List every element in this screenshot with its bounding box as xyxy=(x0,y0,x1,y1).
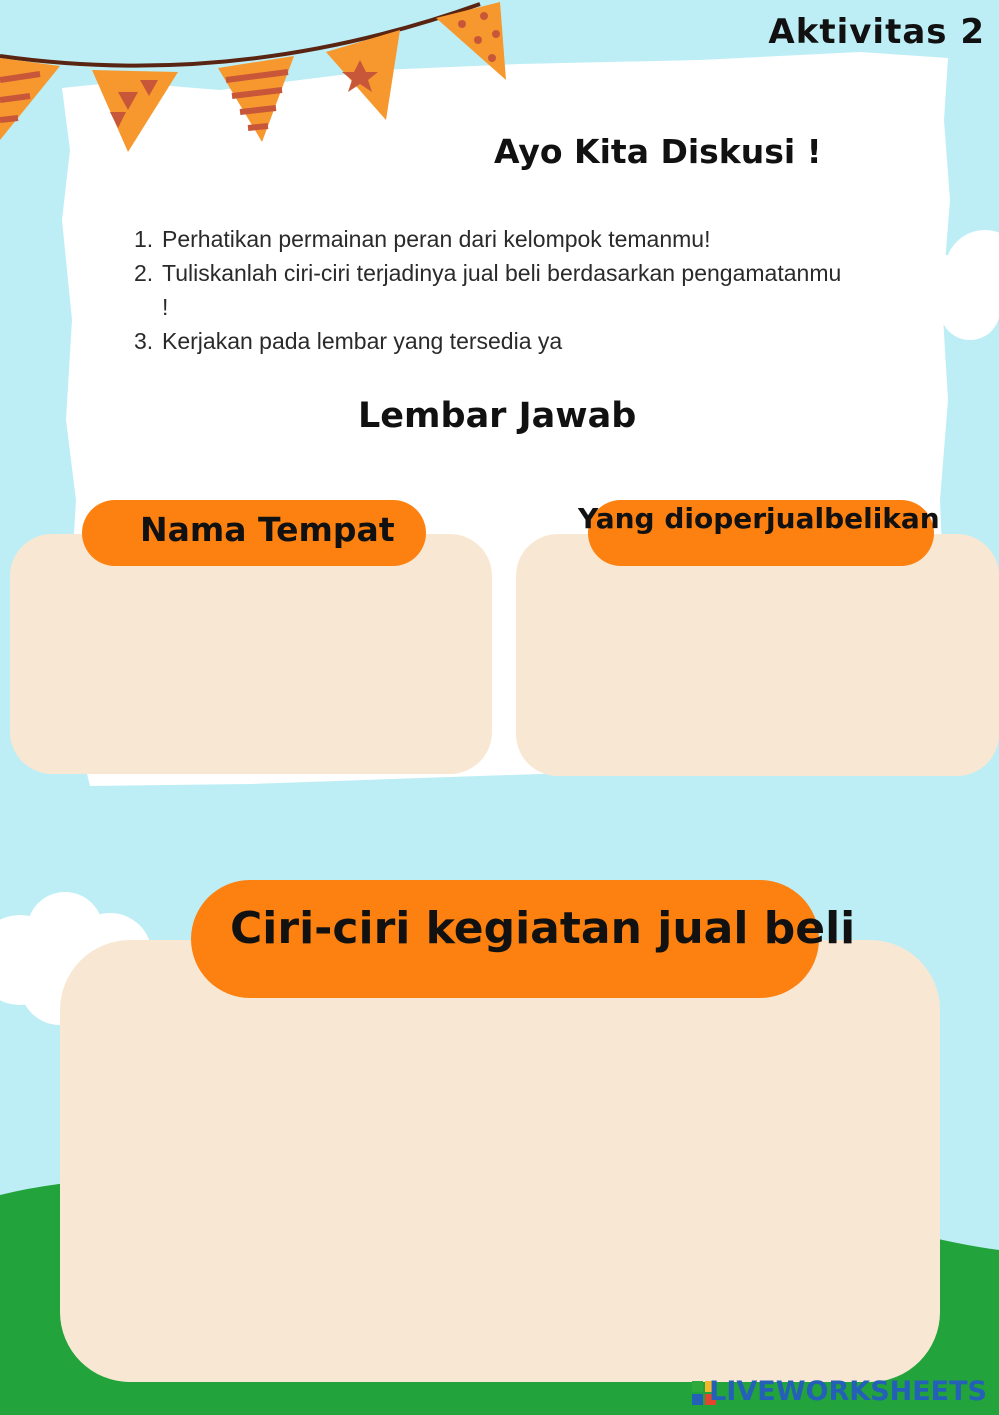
discussion-title: Ayo Kita Diskusi ! xyxy=(494,132,822,171)
goods-label: Yang dioperjualbelikan xyxy=(578,502,940,535)
instruction-text: Kerjakan pada lembar yang tersedia ya xyxy=(162,328,563,354)
features-answer-box[interactable] xyxy=(60,940,940,1382)
instruction-text: Perhatikan permainan peran dari kelompok temanmu! xyxy=(162,226,711,252)
brand-watermark: LIVEWORKSHEETS xyxy=(709,1376,987,1407)
instruction-number: 1. xyxy=(134,226,154,252)
answer-sheet-title: Lembar Jawab xyxy=(358,396,637,436)
place-answer-box[interactable] xyxy=(10,534,492,774)
instruction-number: 3. xyxy=(134,328,154,354)
instruction-list xyxy=(132,222,872,358)
instruction-item xyxy=(132,222,872,256)
goods-answer-box[interactable] xyxy=(516,534,999,776)
instruction-item xyxy=(132,324,872,358)
activity-label: Aktivitas 2 xyxy=(768,12,985,52)
features-label: Ciri-ciri kegiatan jual beli xyxy=(230,903,856,954)
instruction-item xyxy=(132,256,842,324)
place-label: Nama Tempat xyxy=(140,510,395,549)
instruction-number: 2. xyxy=(134,260,154,286)
instruction-text: Tuliskanlah ciri-ciri terjadinya jual beli berdasarkan pengamatanmu ! xyxy=(162,260,842,320)
bunting-string xyxy=(0,4,480,66)
